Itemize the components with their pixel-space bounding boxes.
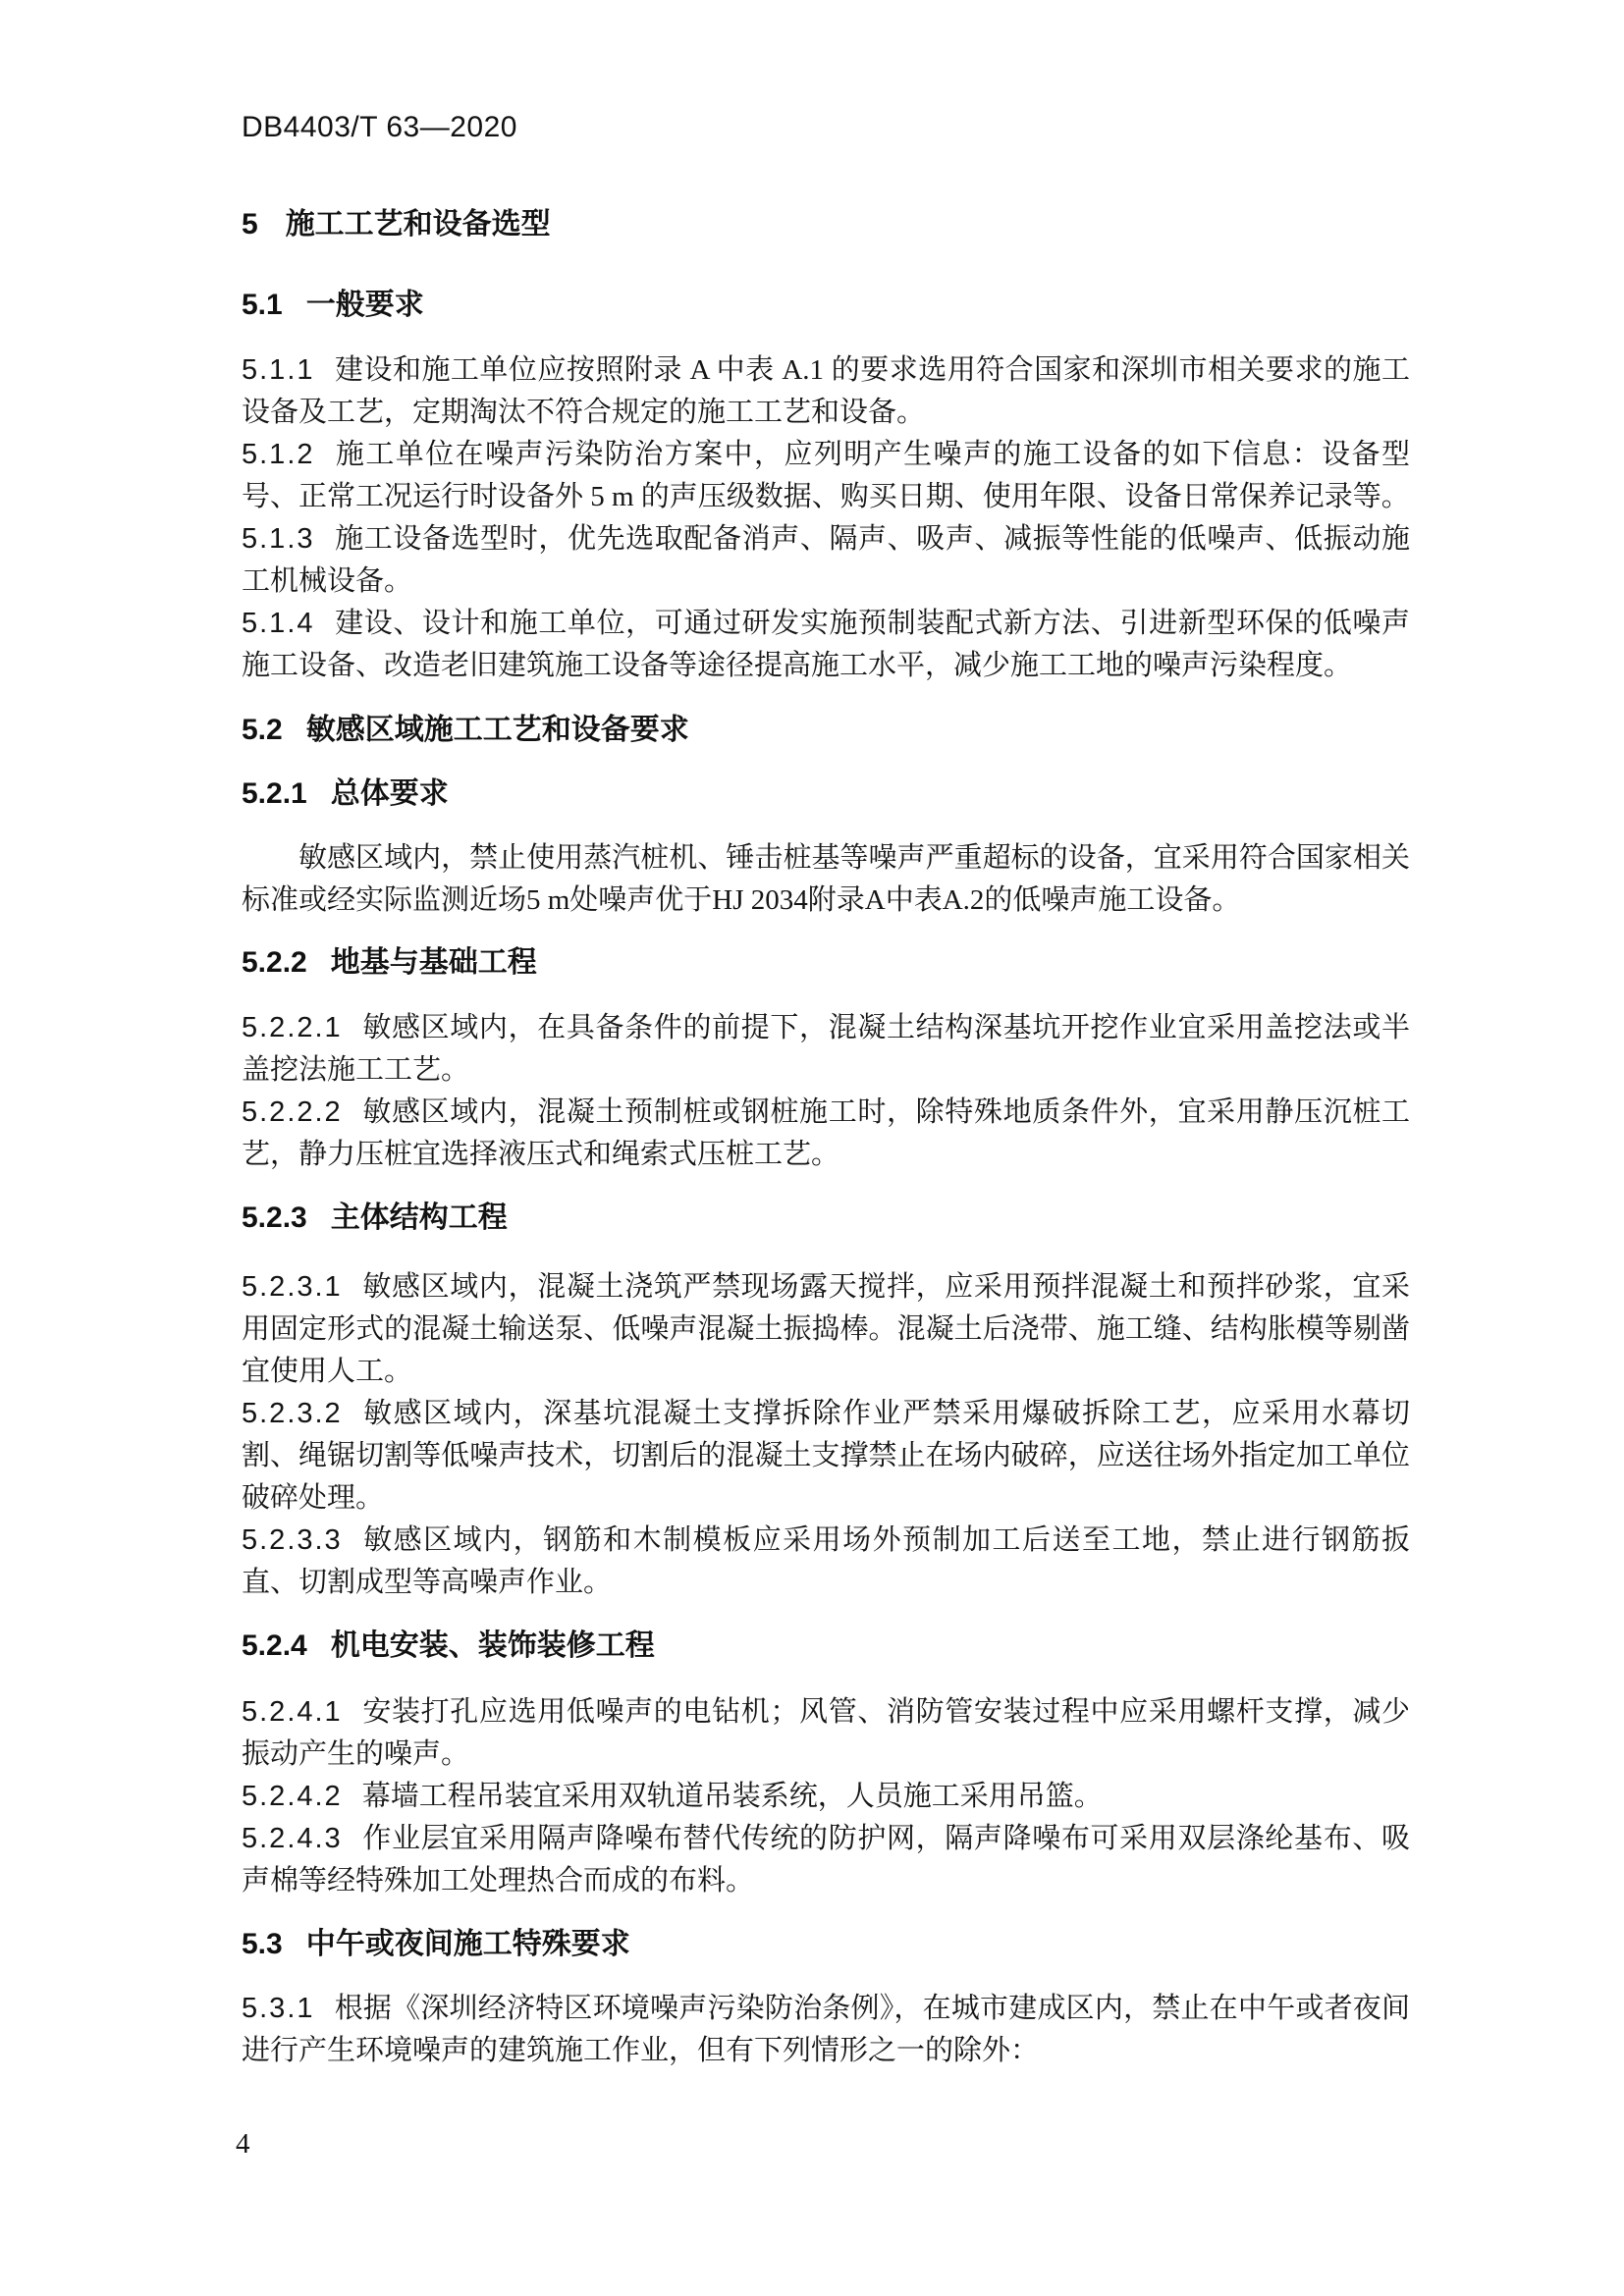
clause-number: 5.2.4.1: [242, 1696, 343, 1728]
clause-text: 敏感区域内，深基坑混凝土支撑拆除作业严禁采用爆破拆除工艺，应采用水幕切割、绳锯切割等低噪声技术，切割后的混凝土支撑禁止在场内破碎，应送往场外指定加工单位破碎处理。: [242, 1398, 1410, 1514]
clause-number: 5.1.4: [242, 608, 315, 639]
clause-text: 敏感区域内，钢筋和木制模板应采用场外预制加工后送至工地，禁止进行钢筋扳直、切割成型等高噪声作业。: [242, 1524, 1410, 1598]
section-5-2-1-heading: [242, 774, 1410, 815]
clause-text: 敏感区域内，混凝土浇筑严禁现场露天搅拌，应采用预拌混凝土和预拌砂浆，宜采用固定形式的混凝土输送泵、低噪声混凝土振捣棒。混凝土后浇带、施工缝、结构胀模等剔凿宜使用人工。: [242, 1271, 1410, 1387]
clause-5-2-4-2: [242, 1776, 1410, 1818]
clause-5-2-4-1: [242, 1691, 1410, 1776]
section-number: 5.2.4: [242, 1629, 307, 1662]
clause-5-2-1-body: [242, 837, 1410, 922]
section-number: 5.2.3: [242, 1201, 307, 1234]
section-title: 中午或夜间施工特殊要求: [305, 1928, 630, 1960]
clause-text: 作业层宜采用隔声降噪布替代传统的防护网，隔声降噪布可采用双层涤纶基布、吸声棉等经特殊加工处理热合而成的布料。: [242, 1823, 1410, 1896]
section-5-2-heading: [242, 710, 1410, 751]
clause-number: 5.2.3.2: [242, 1398, 343, 1429]
section-5-2-3-heading: [242, 1198, 1410, 1239]
clause-5-2-3-2: [242, 1393, 1410, 1520]
section-number: 5: [242, 208, 258, 240]
clause-text: 敏感区域内，禁止使用蒸汽桩机、锤击桩基等噪声严重超标的设备，宜采用符合国家相关标准或经实际监测近场5 m处噪声优于HJ 2034附录A中表A.2的低噪声施工设备。: [242, 842, 1410, 916]
section-title: 地基与基础工程: [330, 946, 537, 979]
clause-5-1-4: [242, 603, 1410, 687]
section-number: 5.1: [242, 289, 283, 321]
clause-5-1-1: [242, 349, 1410, 434]
section-title: 总体要求: [330, 777, 449, 810]
clause-5-1-2: [242, 434, 1410, 518]
section-title: 施工工艺和设备选型: [285, 208, 551, 240]
clause-number: 5.2.3.1: [242, 1271, 343, 1303]
section-5-1-heading: [242, 285, 1410, 326]
clause-text: 建设、设计和施工单位，可通过研发实施预制装配式新方法、引进新型环保的低噪声施工设备、改造老旧建筑施工设备等途径提高施工水平，减少施工工地的噪声污染程度。: [242, 608, 1410, 681]
clause-text: 敏感区域内，在具备条件的前提下，混凝土结构深基坑开挖作业宜采用盖挖法或半盖挖法施工工艺。: [242, 1012, 1410, 1086]
standard-code-header: DB4403/T 63—2020: [242, 111, 517, 143]
section-number: 5.2.2: [242, 946, 307, 979]
clause-5-1-3: [242, 518, 1410, 603]
clause-number: 5.1.2: [242, 439, 315, 470]
section-title: 机电安装、装饰装修工程: [330, 1629, 655, 1662]
section-5-2-4-heading: [242, 1626, 1410, 1667]
section-title: 一般要求: [305, 289, 424, 321]
clause-text: 施工设备选型时，优先选取配备消声、隔声、吸声、减振等性能的低噪声、低振动施工机械设备。: [242, 523, 1410, 597]
page-number: 4: [236, 2128, 250, 2160]
clause-5-2-4-3: [242, 1818, 1410, 1902]
clause-5-2-2-2: [242, 1092, 1410, 1176]
clause-5-3-1: [242, 1988, 1410, 2072]
clause-number: 5.3.1: [242, 1993, 315, 2024]
clause-number: 5.1.3: [242, 523, 315, 555]
clause-text: 建设和施工单位应按照附录 A 中表 A.1 的要求选用符合国家和深圳市相关要求的施工设备及工艺，定期淘汰不符合规定的施工工艺和设备。: [242, 354, 1410, 428]
clause-text: 安装打孔应选用低噪声的电钻机；风管、消防管安装过程中应采用螺杆支撑，减少振动产生的噪声。: [242, 1696, 1410, 1770]
section-5-heading: [242, 204, 1410, 245]
document-content: [242, 204, 1410, 2072]
section-number: 5.2: [242, 714, 283, 746]
clause-5-2-3-1: [242, 1266, 1410, 1393]
section-title: 主体结构工程: [330, 1201, 508, 1234]
section-title: 敏感区域施工工艺和设备要求: [305, 714, 689, 746]
section-5-2-2-heading: [242, 942, 1410, 984]
clause-text: 根据《深圳经济特区环境噪声污染防治条例》，在城市建成区内，禁止在中午或者夜间进行产生环境噪声的建筑施工作业，但有下列情形之一的除外：: [242, 1993, 1410, 2066]
clause-5-2-2-1: [242, 1007, 1410, 1092]
clause-text: 幕墙工程吊装宜采用双轨道吊装系统，人员施工采用吊篮。: [361, 1781, 1103, 1812]
clause-number: 5.2.4.3: [242, 1823, 343, 1854]
section-number: 5.3: [242, 1928, 283, 1960]
clause-text: 施工单位在噪声污染防治方案中，应列明产生噪声的施工设备的如下信息：设备型号、正常工况运行时设备外 5 m 的声压级数据、购买日期、使用年限、设备日常保养记录等。: [242, 439, 1410, 512]
clause-text: 敏感区域内，混凝土预制桩或钢桩施工时，除特殊地质条件外，宜采用静压沉桩工艺，静力压桩宜选择液压式和绳索式压桩工艺。: [242, 1096, 1410, 1170]
clause-5-2-3-3: [242, 1520, 1410, 1604]
section-number: 5.2.1: [242, 777, 307, 810]
clause-number: 5.2.2.2: [242, 1096, 343, 1128]
clause-number: 5.2.3.3: [242, 1524, 343, 1556]
clause-number: 5.1.1: [242, 354, 315, 386]
clause-number: 5.2.2.1: [242, 1012, 343, 1043]
section-5-3-heading: [242, 1924, 1410, 1965]
clause-number: 5.2.4.2: [242, 1781, 343, 1812]
